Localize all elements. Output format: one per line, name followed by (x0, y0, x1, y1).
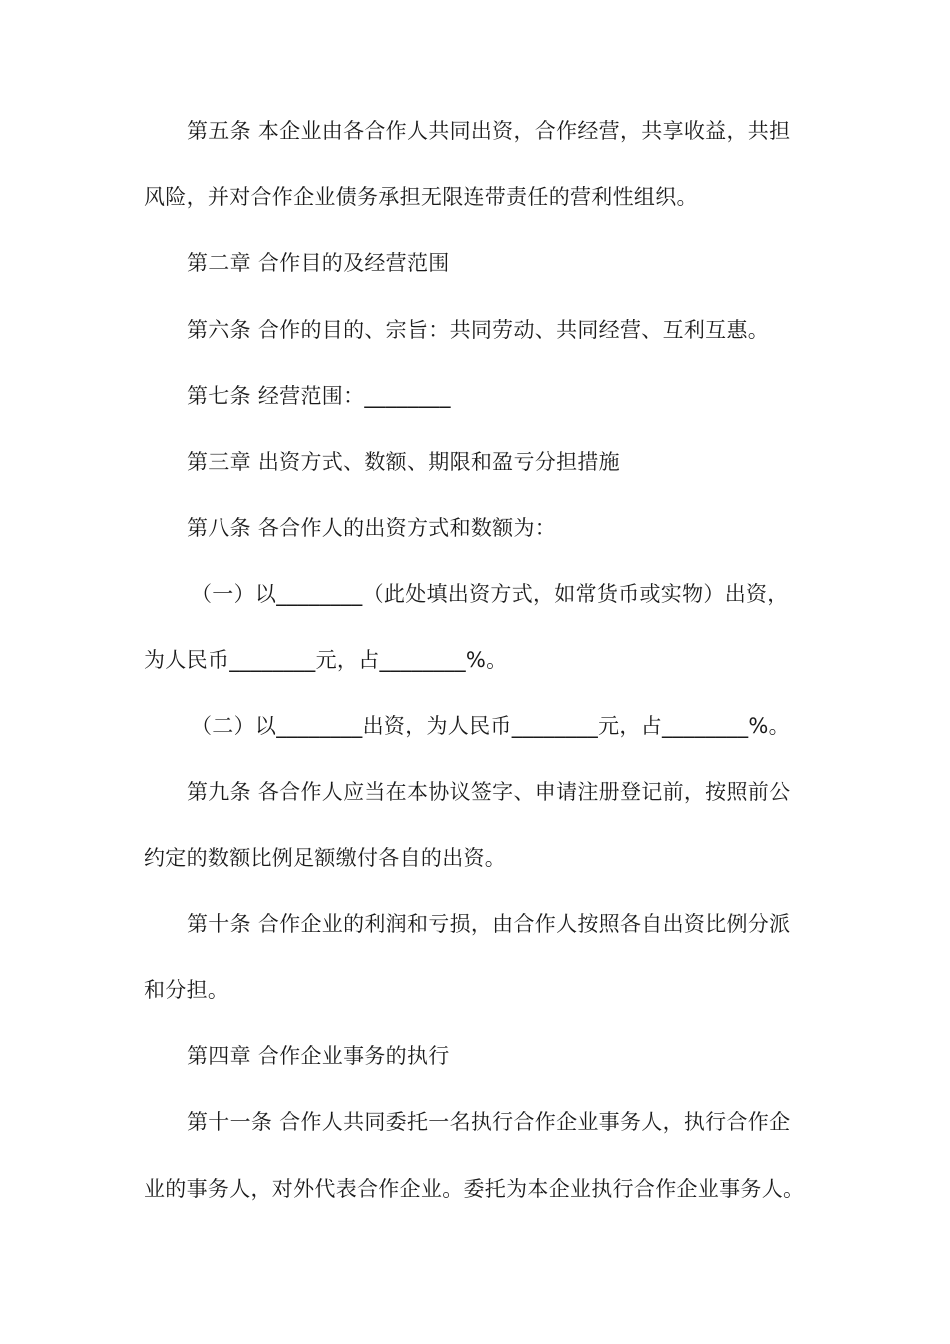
article-6: 第六条 合作的目的、宗旨：共同劳动、共同经营、互利互惠。 (187, 318, 770, 342)
article-8-item-2: （二）以________出资，为人民币________元，占________%。 (191, 714, 790, 738)
article-8-item-1-line-1: （一）以________（此处填出资方式，如常货币或实物）出资， (191, 582, 789, 606)
article-10-line-1: 第十条 合作企业的利润和亏损，由合作人按照各自出资比例分派 (187, 912, 791, 936)
article-5-line-2: 风险，并对合作企业债务承担无限连带责任的营利性组织。 (144, 185, 698, 209)
article-10-line-2: 和分担。 (144, 978, 230, 1002)
article-11-line-1: 第十一条 合作人共同委托一名执行合作企业事务人，执行合作企 (187, 1110, 791, 1134)
article-7: 第七条 经营范围：________ (187, 384, 451, 408)
article-9-line-2: 约定的数额比例足额缴付各自的出资。 (144, 846, 507, 870)
article-9-line-1: 第九条 各合作人应当在本协议签字、申请注册登记前，按照前公 (187, 780, 791, 804)
article-8: 第八条 各合作人的出资方式和数额为： (187, 516, 557, 540)
article-5-line-1: 第五条 本企业由各合作人共同出资，合作经营，共享收益，共担 (187, 119, 791, 143)
chapter-4-heading: 第四章 合作企业事务的执行 (187, 1044, 450, 1068)
article-11-line-2: 业的事务人，对外代表合作企业。委托为本企业执行合作企业事务人。 (144, 1177, 805, 1201)
chapter-3-heading: 第三章 出资方式、数额、期限和盈亏分担措施 (187, 450, 620, 474)
chapter-2-heading: 第二章 合作目的及经营范围 (187, 251, 450, 275)
article-8-item-1-line-2: 为人民币________元，占________%。 (144, 648, 508, 672)
